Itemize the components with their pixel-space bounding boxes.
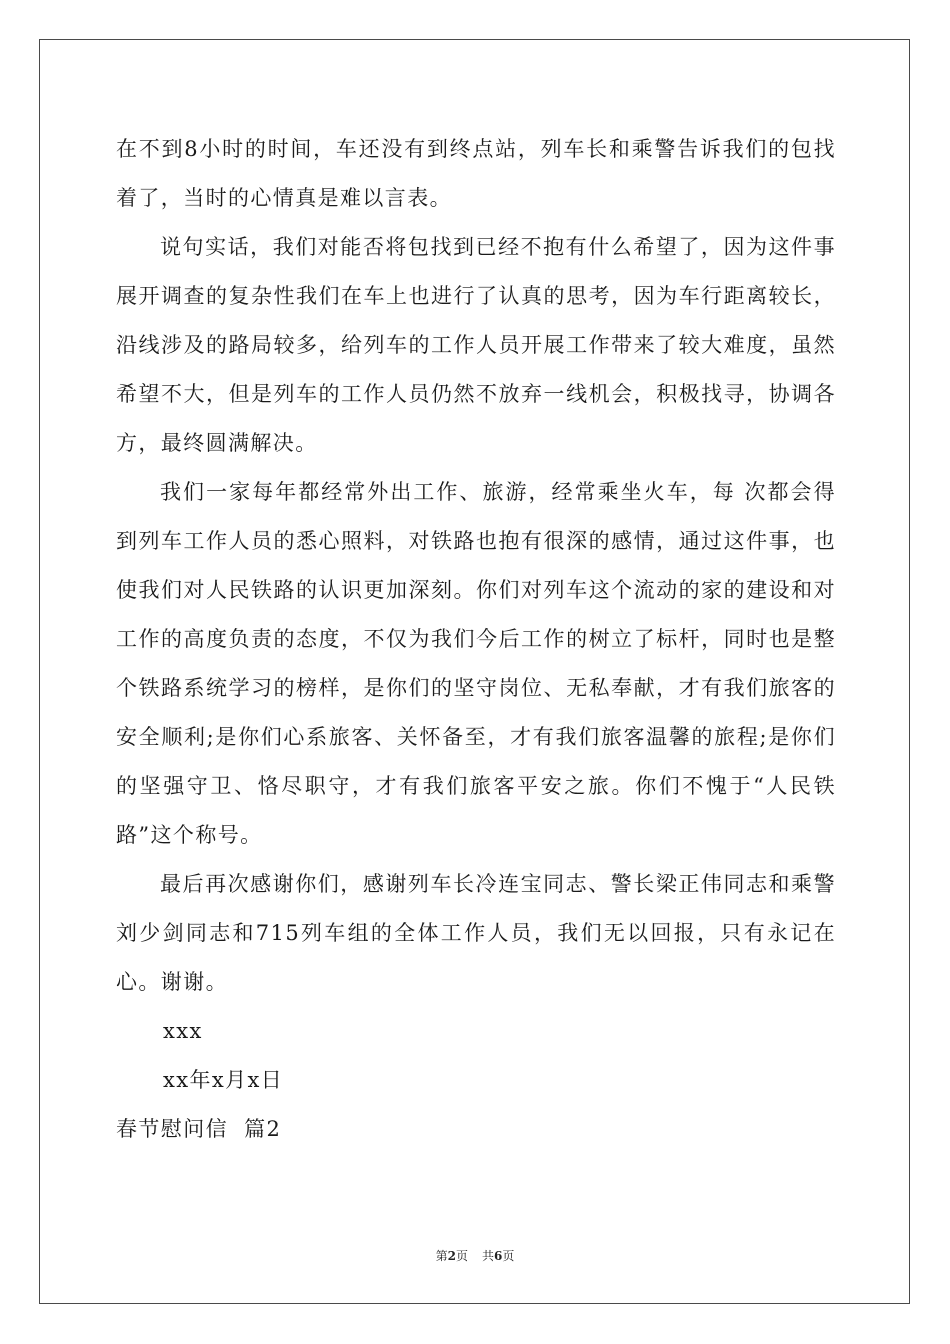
paragraph-3: 我们一家每年都经常外出工作、旅游，经常乘坐火车，每 次都会得到列车工作人员的悉心照料，对铁路也抱有很深的感情，通过这件事，也使我们对人民铁路的认识更加深刻。你们对列车这个流动的家的建设和对工作的高度负责的态度，不仅为我们今后工作的树立了标杆，同时也是整个铁路系统学习的榜样，是你们的坚守岗位、无私奉献，才有我们旅客的安全顺利;是你们心系旅客、关怀备至，才有我们旅客温馨的旅程;是你们的坚强守卫、恪尽职守，才有我们旅客平安之旅。你们不愧于“人民铁路”这个称号。 [116,480,836,847]
page-number: 2 [447,1249,456,1263]
total-prefix: 共 [482,1249,495,1263]
paragraph-continuation: 在不到8小时的时间，车还没有到终点站，列车长和乘警告诉我们的包找着了，当时的心情真是难以言表。 [116,137,836,210]
total-suffix: 页 [502,1249,515,1263]
document-body [116,125,836,1154]
page-footer [0,1247,950,1264]
signature: xxx [163,1019,203,1043]
page-suffix: 页 [455,1249,468,1263]
next-section-heading: 春节慰问信 篇2 [116,1117,282,1141]
page-prefix: 第 [435,1249,448,1263]
date-line: xx年x月x日 [163,1068,284,1092]
total-pages: 6 [494,1249,503,1263]
paragraph-2: 说句实话，我们对能否将包找到已经不抱有什么希望了，因为这件事展开调查的复杂性我们在车上也进行了认真的思考，因为车行距离较长，沿线涉及的路局较多，给列车的工作人员开展工作带来了较大难度，虽然希望不大，但是列车的工作人员仍然不放弃一线机会，积极找寻，协调各方，最终圆满解决。 [116,235,836,455]
paragraph-4: 最后再次感谢你们，感谢列车长冷连宝同志、警长梁正伟同志和乘警刘少剑同志和715列车组的全体工作人员，我们无以回报，只有永记在心。谢谢。 [116,872,836,994]
